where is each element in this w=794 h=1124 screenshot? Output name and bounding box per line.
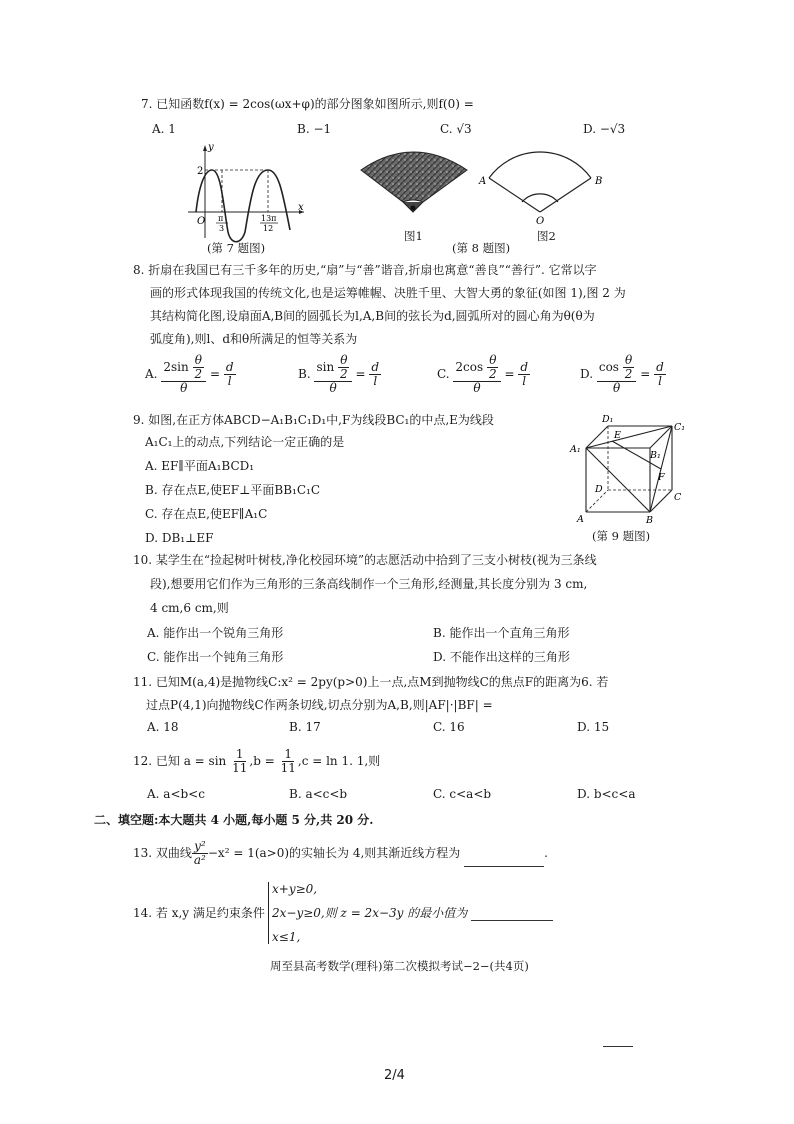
q10-line2: 段),想要用它们作为三角形的三条高线制作一个三角形,经测量,其长度分别为 3 cm, [150,577,588,591]
q7-x-label: x [298,202,304,213]
q9-label-c: C [674,492,682,503]
q10-line1: 10. 某学生在“捡起树叶树枝,净化校园环境”的志愿活动中拾到了三支小树枝(视为三条线 [133,553,597,567]
q9-option-a: A. EF∥平面A₁BCD₁ [145,459,255,473]
q12-option-a: A. a<b<c [147,787,205,801]
page-number: 2/4 [384,1068,405,1083]
q7-origin: O [197,216,206,227]
section-2-heading: 二、填空题:本大题共 4 小题,每小题 5 分,共 20 分. [94,813,374,827]
fig8-inner-arc [522,194,558,202]
q11-option-d: D. 15 [577,720,610,734]
q8-option-c: C. 2cos $\frac{\theta}{2}$ θ = $\frac{d}{l}$ [437,353,529,395]
q8-option-b: B. sin $\frac{\theta}{2}$ θ = $\frac{d}{l}$ [298,353,380,395]
q9-label-f: F [658,472,665,483]
q7-stem: 7. 已知函数f(x) = 2cos(ωx+φ)的部分图象如图所示,则f(0) = [141,97,474,111]
q11-option-c: C. 16 [433,720,465,734]
q9-line1: 9. 如图,在正方体ABCD−A₁B₁C₁D₁中,F为线段BC₁的中点,E为线段 [133,413,494,427]
q10-option-d: D. 不能作出这样的三角形 [433,650,570,664]
q9-option-d: D. DB₁⊥EF [145,531,214,545]
q7-curve [196,170,290,242]
q10-line3: 4 cm,6 cm,则 [150,601,229,615]
q9-label-b1: B₁ [650,450,661,461]
q9-label-a1: A₁ [570,444,581,455]
q8-option-d: D. cos $\frac{\theta}{2}$ θ = $\frac{d}{l}$ [580,353,664,395]
q9-label-e: E [614,430,621,441]
q8-option-a: A. 2sin $\frac{\theta}{2}$ θ = $\frac{d}{l}$ [145,353,234,395]
q11-line1: 11. 已知M(a,4)是抛物线C:x² = 2py(p>0)上一点,点M到抛物线C的焦点F的距离为6. 若 [133,675,609,689]
fig8-fan-diagram [476,140,606,232]
q7-caption: (第 7 题图) [207,241,266,255]
q9-label-a: A [577,514,584,525]
fig8-caption: (第 8 题图) [452,241,511,255]
q7-option-c: C. √3 [440,122,472,136]
q9-caption: (第 9 题图) [592,529,651,543]
q7-option-b: B. −1 [297,122,332,136]
q7-tick1-den: 3 [219,224,225,233]
q14-stem: 14. 若 x,y 满足约束条件 [133,906,265,920]
q7-y-label: y [208,142,214,153]
q7-y-arrow [203,145,207,151]
fig8-point-o: O [536,216,545,227]
fig8-point-a: A [479,176,487,187]
q10-option-a: A. 能作出一个锐角三角形 [147,626,284,640]
q14-constraint-1: x+y≥0, [272,882,318,896]
q8-line4: 弧度角),则l、d和θ所满足的恒等关系为 [150,332,358,346]
q9-option-c: C. 存在点E,使EF∥A₁C [145,507,268,521]
fig8-fig2-label: 图2 [537,229,556,243]
q11-option-b: B. 17 [289,720,321,734]
q7-option-d: D. −√3 [583,122,626,136]
q7-tick1-num: π [218,214,224,223]
q9-label-d1: D₁ [602,414,614,425]
q7-option-a: A. 1 [152,122,176,136]
q12-option-c: C. c<a<b [433,787,492,801]
q12-stem: 12. 已知 a = sin $\frac{1}{11}$ ,b = $\frac{1}{11}$ ,c = ln 1. 1,则 [133,747,381,775]
q9-line2: A₁C₁上的动点,下列结论一定正确的是 [145,435,345,449]
q13-answer-blank [464,866,544,867]
q11-line2: 过点P(4,1)向抛物线C作两条切线,切点分别为A,B,则|AF|·|BF| = [146,698,493,712]
q8-line2: 画的形式体现我国的传统文化,也是运筹帷幄、决胜千里、大智大勇的象征(如图 1),图 2 为 [150,286,626,300]
q14-constraint-2: 2x−y≥0,则 z = 2x−3y 的最小值为 [272,905,553,921]
q12-option-b: B. a<c<b [289,787,348,801]
fig8-fig1-label: 图1 [404,229,423,243]
q8-line1: 8. 折扇在我国已有三千多年的历史,“扇”与“善”谐音,折扇也寓意“善良”“善行”. 它常以字 [133,263,597,277]
page-footer: 周至县高考数学(理科)第二次模拟考试−2−(共4页) [270,959,529,973]
q14-answer-blank [471,920,553,921]
q7-tick2-num: 13π [261,214,277,223]
q9-label-d: D [595,484,603,495]
q12-option-d: D. b<c<a [577,787,636,801]
q13-stem: 13. 双曲线 $\frac{\text{y²}}{\text{a²}}$ −x² = 1(a>0)的实轴长为 4,则其渐近线方程为 . [133,839,548,867]
q14-constraint-3: x≤1, [272,930,301,944]
q10-option-c: C. 能作出一个钝角三角形 [147,650,284,664]
stray-mark [603,1046,633,1047]
q7-tick2-den: 12 [263,224,274,233]
q10-option-b: B. 能作出一个直角三角形 [433,626,570,640]
q14-brace [268,882,269,944]
fig8-fan-photo [355,140,475,240]
fig8-outer-arc [489,152,591,178]
q7-cosine-graph [186,140,316,250]
q11-option-a: A. 18 [147,720,179,734]
q7-y-max: 2 [197,166,204,177]
fig8-point-b: B [595,176,603,187]
q9-option-b: B. 存在点E,使EF⊥平面BB₁C₁C [145,483,321,497]
q8-line3: 其结构简化图,设扇面A,B间的圆弧长为l,A,B间的弦长为d,圆弧所对的圆心角为θ(θ为 [150,309,595,323]
q9-label-b: B [646,515,653,526]
q9-cube-diagram [566,410,688,530]
q9-label-c1: C₁ [674,422,686,433]
